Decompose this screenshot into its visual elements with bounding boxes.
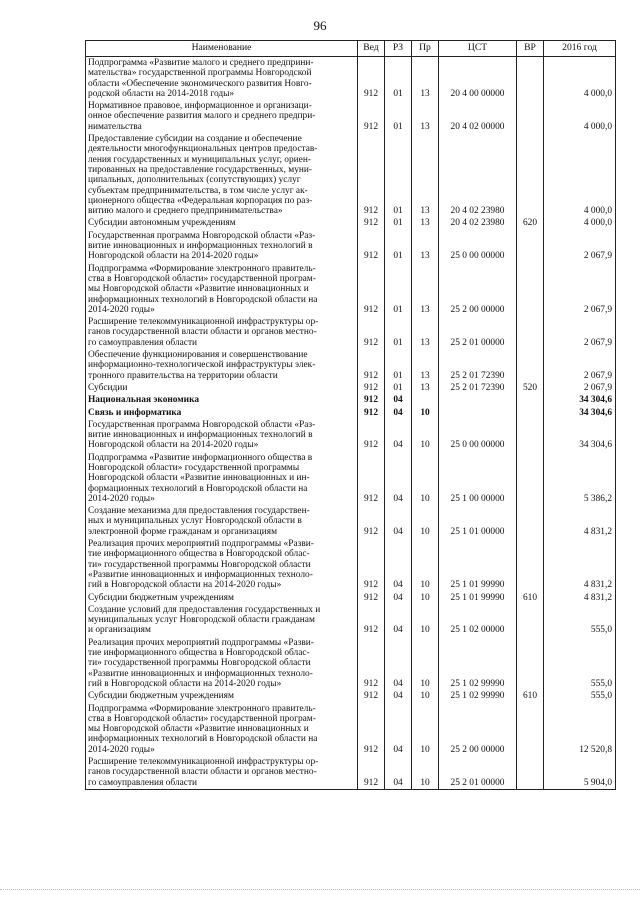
- cell-name-line: Обеспечение функционирования и совершенствование: [88, 350, 308, 361]
- cell-vr: [517, 407, 544, 419]
- cell-name-line: Создание условий для предоставления государственных и: [88, 604, 321, 615]
- cell-rz: 04: [385, 703, 412, 756]
- cell-cst: 25 2 00 00000: [439, 703, 517, 756]
- cell-sum: 4 831,2: [544, 592, 616, 604]
- cell-pr: 10: [412, 604, 439, 637]
- cell-name-line: информационно-технологической инфраструктуры элек-: [88, 360, 316, 371]
- cell-name-line: Нормативное правовое, информационное и организаци-: [88, 101, 312, 112]
- cell-name: [86, 690, 358, 702]
- table-row: [86, 133, 616, 217]
- cell-sum: 4 831,2: [544, 538, 616, 591]
- cell-name-line: формационных технологий в Новгородской области на: [88, 483, 308, 494]
- table-row: [86, 690, 616, 702]
- cell-name-line: электронной форме гражданам и организациям: [88, 526, 278, 537]
- cell-cst: [439, 407, 517, 419]
- col-header-rz: РЗ: [385, 41, 412, 57]
- cell-vr: [517, 133, 544, 217]
- cell-vr: [517, 756, 544, 789]
- cell-pr: 13: [412, 382, 439, 394]
- table-row: [86, 100, 616, 133]
- cell-vr: [517, 100, 544, 133]
- cell-vr: [517, 637, 544, 690]
- cell-name: [86, 756, 358, 789]
- cell-pr: 13: [412, 100, 439, 133]
- table-row: [86, 452, 616, 505]
- cell-rz: 04: [385, 538, 412, 591]
- cell-sum: 4 000,0: [544, 57, 616, 101]
- cell-name-line: Создание механизма для предоставления государствен-: [88, 506, 310, 517]
- cell-rz: 04: [385, 592, 412, 604]
- cell-ved: 912: [358, 382, 385, 394]
- cell-name-line: муниципальных услуг Новгородской области гражданам: [88, 615, 315, 626]
- cell-sum: 555,0: [544, 690, 616, 702]
- table-row: [86, 505, 616, 538]
- cell-cst: 25 1 01 99990: [439, 592, 517, 604]
- cell-vr: [517, 394, 544, 406]
- cell-pr: 13: [412, 263, 439, 316]
- cell-pr: 13: [412, 57, 439, 101]
- cell-rz: 04: [385, 756, 412, 789]
- cell-sum: 34 304,6: [544, 419, 616, 452]
- cell-name-line: го самоуправления области: [88, 777, 198, 788]
- cell-vr: 610: [517, 690, 544, 702]
- cell-name: [86, 703, 358, 756]
- cell-name-line: мы Новгородской области «Развитие инновационных и: [88, 724, 309, 735]
- table-row: [86, 394, 616, 406]
- col-header-cst: ЦСТ: [439, 41, 517, 57]
- cell-name-line: ных и муниципальных услуг Новгородской области в: [88, 516, 302, 527]
- cell-name: [86, 604, 358, 637]
- cell-pr: 10: [412, 703, 439, 756]
- cell-name-line: Новгородской области «Развитие инновационных и ин-: [88, 473, 310, 484]
- cell-name-line: Расширение телекоммуникационной инфраструктуры ор-: [88, 757, 319, 767]
- cell-name-line: Субсидии бюджетным учреждениям: [88, 592, 234, 603]
- cell-name-line: Подпрограмма «Развитие информационного общества в: [88, 452, 313, 463]
- table-body: [86, 57, 616, 790]
- cell-vr: [517, 505, 544, 538]
- cell-cst: 25 2 01 00000: [439, 316, 517, 349]
- cell-name-line: Реализация прочих мероприятий подпрограммы «Разви-: [88, 539, 314, 550]
- table-row: [86, 756, 616, 789]
- cell-name-line: гий в Новгородской области на 2014-2020 годы»: [88, 580, 282, 591]
- budget-table: [85, 40, 616, 790]
- cell-name-line: субъектам предпринимательства, в том числе услуг ак-: [88, 185, 308, 196]
- cell-name-line: Национальная экономика: [88, 395, 200, 406]
- cell-name-line: витие инновационных и информационных технологий в: [88, 241, 313, 252]
- cell-name-line: Государственная программа Новгородской области «Раз-: [88, 419, 316, 430]
- cell-name-line: области «Обеспечение экономического развития Новго-: [88, 78, 312, 89]
- cell-rz: 04: [385, 452, 412, 505]
- cell-name: [86, 217, 358, 229]
- col-header-ved: Вед: [358, 41, 385, 57]
- table-row: [86, 382, 616, 394]
- cell-cst: 25 0 00 00000: [439, 419, 517, 452]
- cell-name-line: го самоуправления области: [88, 337, 198, 348]
- cell-ved: 912: [358, 263, 385, 316]
- cell-name-line: «Развитие инновационных и информационных техноло-: [88, 569, 313, 580]
- cell-cst: 25 1 01 00000: [439, 505, 517, 538]
- col-header-sum: 2016 год: [544, 41, 616, 57]
- cell-rz: 01: [385, 349, 412, 382]
- cell-rz: 04: [385, 505, 412, 538]
- cell-ved: 912: [358, 100, 385, 133]
- cell-vr: [517, 263, 544, 316]
- cell-ved: 912: [358, 230, 385, 263]
- cell-ved: 912: [358, 538, 385, 591]
- cell-cst: 25 1 01 99990: [439, 538, 517, 591]
- cell-name: [86, 592, 358, 604]
- cell-name-line: гий в Новгородской области на 2014-2020 годы»: [88, 678, 282, 689]
- cell-sum: 5 904,0: [544, 756, 616, 789]
- cell-name-line: Подпрограмма «Развитие малого и среднего предприни-: [88, 58, 314, 68]
- cell-name: [86, 100, 358, 133]
- cell-name-line: Государственная программа Новгородской области «Раз-: [88, 230, 316, 241]
- cell-pr: 13: [412, 133, 439, 217]
- cell-rz: 04: [385, 407, 412, 419]
- cell-vr: [517, 452, 544, 505]
- cell-ved: 912: [358, 407, 385, 419]
- cell-cst: 25 1 00 00000: [439, 452, 517, 505]
- cell-sum: 4 831,2: [544, 505, 616, 538]
- cell-name-line: ганов государственной власти области и органов местно-: [88, 767, 317, 778]
- table-row: [86, 217, 616, 229]
- cell-rz: 04: [385, 637, 412, 690]
- table-row: [86, 349, 616, 382]
- cell-vr: [517, 230, 544, 263]
- cell-name-line: ганов государственной власти области и органов местно-: [88, 327, 317, 338]
- cell-name: [86, 394, 358, 406]
- cell-rz: 04: [385, 690, 412, 702]
- cell-cst: 25 1 02 00000: [439, 604, 517, 637]
- cell-name: [86, 57, 358, 101]
- cell-vr: 520: [517, 382, 544, 394]
- cell-name-line: 2014-2020 годы»: [88, 493, 155, 504]
- cell-ved: 912: [358, 592, 385, 604]
- cell-rz: 04: [385, 604, 412, 637]
- cell-name-line: тие информационного общества в Новгородской облас-: [88, 549, 310, 560]
- cell-name-line: ти» государственной программы Новгородской области: [88, 559, 311, 570]
- cell-cst: 25 1 02 99990: [439, 690, 517, 702]
- cell-name-line: деятельности многофункциональных центров предостав-: [88, 144, 318, 155]
- cell-name-line: информационных технологий в Новгородской области на: [88, 294, 318, 305]
- cell-rz: 01: [385, 316, 412, 349]
- table-row: [86, 592, 616, 604]
- cell-cst: 20 4 02 23980: [439, 217, 517, 229]
- cell-sum: 555,0: [544, 604, 616, 637]
- table-row: [86, 407, 616, 419]
- cell-vr: 620: [517, 217, 544, 229]
- cell-name: [86, 407, 358, 419]
- cell-name-line: ципальных, дополнительных (сопутствующих) услуг: [88, 175, 301, 186]
- cell-name-line: Связь и информатика: [88, 407, 182, 418]
- cell-pr: 10: [412, 690, 439, 702]
- cell-vr: [517, 349, 544, 382]
- cell-sum: 5 386,2: [544, 452, 616, 505]
- cell-name: [86, 263, 358, 316]
- cell-vr: 610: [517, 592, 544, 604]
- cell-ved: 912: [358, 217, 385, 229]
- cell-pr: 10: [412, 592, 439, 604]
- cell-sum: 4 000,0: [544, 217, 616, 229]
- cell-name-line: Расширение телекоммуникационной инфраструктуры ор-: [88, 317, 319, 328]
- cell-ved: 912: [358, 394, 385, 406]
- cell-name-line: Субсидии автономным учреждениям: [88, 218, 236, 229]
- table-row: [86, 703, 616, 756]
- cell-sum: 2 067,9: [544, 316, 616, 349]
- cell-name: [86, 230, 358, 263]
- cell-ved: 912: [358, 703, 385, 756]
- cell-name: [86, 133, 358, 217]
- cell-name-line: тронного правительства на территории области: [88, 370, 278, 381]
- cell-pr: 10: [412, 452, 439, 505]
- cell-cst: 25 2 01 00000: [439, 756, 517, 789]
- cell-pr: 13: [412, 217, 439, 229]
- cell-name: [86, 419, 358, 452]
- cell-name-line: ти» государственной программы Новгородской области: [88, 658, 311, 669]
- scan-artifact-line: [0, 889, 640, 891]
- cell-cst: 25 2 00 00000: [439, 263, 517, 316]
- cell-name-line: тированных на предоставление государственных, муни-: [88, 164, 313, 175]
- cell-name: [86, 538, 358, 591]
- cell-sum: 2 067,9: [544, 349, 616, 382]
- cell-rz: 01: [385, 57, 412, 101]
- cell-ved: 912: [358, 505, 385, 538]
- cell-name-line: Субсидии бюджетным учреждениям: [88, 691, 234, 702]
- cell-ved: 912: [358, 133, 385, 217]
- cell-name: [86, 637, 358, 690]
- cell-name-line: Подпрограмма «Формирование электронного правитель-: [88, 703, 316, 714]
- cell-vr: [517, 538, 544, 591]
- cell-pr: 10: [412, 419, 439, 452]
- cell-sum: 2 067,9: [544, 382, 616, 394]
- cell-name: [86, 349, 358, 382]
- cell-pr: 10: [412, 756, 439, 789]
- cell-sum: 34 304,6: [544, 407, 616, 419]
- cell-sum: 4 000,0: [544, 133, 616, 217]
- table-row: [86, 230, 616, 263]
- cell-rz: 01: [385, 100, 412, 133]
- cell-cst: 25 1 02 99990: [439, 637, 517, 690]
- cell-name-line: онное обеспечение развития малого и среднего предпри-: [88, 111, 316, 122]
- cell-cst: 25 2 01 72390: [439, 382, 517, 394]
- cell-rz: 01: [385, 382, 412, 394]
- cell-name: [86, 316, 358, 349]
- cell-cst: 20 4 02 23980: [439, 133, 517, 217]
- cell-ved: 912: [358, 637, 385, 690]
- cell-name-line: ства в Новгородской области» государственной програм-: [88, 713, 316, 724]
- cell-name-line: Субсидии: [88, 382, 128, 393]
- cell-ved: 912: [358, 419, 385, 452]
- table-header-row: [86, 41, 616, 57]
- cell-name-line: мы Новгородской области «Развитие инновационных и: [88, 284, 309, 295]
- cell-pr: 10: [412, 505, 439, 538]
- cell-name-line: ционерного общества «Федеральная корпорация по раз-: [88, 195, 313, 206]
- cell-vr: [517, 703, 544, 756]
- cell-name: [86, 452, 358, 505]
- cell-ved: 912: [358, 604, 385, 637]
- cell-name-line: витию малого и среднего предпринимательства»: [88, 206, 283, 217]
- cell-name-line: витие инновационных и информационных технологий в: [88, 430, 313, 441]
- cell-vr: [517, 419, 544, 452]
- cell-pr: 10: [412, 407, 439, 419]
- table-row: [86, 419, 616, 452]
- cell-cst: 20 4 00 00000: [439, 57, 517, 101]
- table-row: [86, 57, 616, 101]
- cell-sum: 12 520,8: [544, 703, 616, 756]
- cell-rz: 01: [385, 263, 412, 316]
- col-header-pr: Пр: [412, 41, 439, 57]
- cell-pr: 13: [412, 316, 439, 349]
- cell-ved: 912: [358, 756, 385, 789]
- page-number: 96: [313, 18, 327, 33]
- cell-ved: 912: [358, 452, 385, 505]
- cell-name-line: нимательства: [88, 121, 142, 132]
- cell-vr: [517, 316, 544, 349]
- cell-pr: [412, 394, 439, 406]
- table-row: [86, 604, 616, 637]
- cell-pr: 10: [412, 637, 439, 690]
- cell-pr: 13: [412, 230, 439, 263]
- cell-ved: 912: [358, 57, 385, 101]
- cell-sum: 2 067,9: [544, 230, 616, 263]
- cell-name-line: Новгородской области» государственной программы: [88, 462, 300, 473]
- cell-rz: 04: [385, 419, 412, 452]
- table-row: [86, 263, 616, 316]
- cell-vr: [517, 57, 544, 101]
- cell-ved: 912: [358, 349, 385, 382]
- cell-name-line: родской области на 2014-2018 годы»: [88, 88, 235, 99]
- table-row: [86, 637, 616, 690]
- table-row: [86, 316, 616, 349]
- cell-rz: 01: [385, 133, 412, 217]
- table-row: [86, 538, 616, 591]
- cell-sum: 2 067,9: [544, 263, 616, 316]
- cell-name-line: информационных технологий в Новгородской области на: [88, 734, 318, 745]
- cell-name-line: Реализация прочих мероприятий подпрограммы «Разви-: [88, 637, 314, 648]
- cell-name: [86, 382, 358, 394]
- cell-name-line: ства в Новгородской области» государственной програм-: [88, 273, 316, 284]
- cell-sum: 34 304,6: [544, 394, 616, 406]
- cell-pr: 10: [412, 538, 439, 591]
- cell-name-line: 2014-2020 годы»: [88, 744, 155, 755]
- col-header-vr: ВР: [517, 41, 544, 57]
- cell-name-line: «Развитие инновационных и информационных техноло-: [88, 668, 313, 679]
- cell-name-line: Новгородской области на 2014-2020 годы»: [88, 251, 259, 262]
- cell-cst: 25 2 01 72390: [439, 349, 517, 382]
- cell-cst: 20 4 02 00000: [439, 100, 517, 133]
- cell-rz: 01: [385, 230, 412, 263]
- cell-name-line: ления государственных и муниципальных услуг, ориен-: [88, 154, 311, 165]
- cell-rz: 01: [385, 217, 412, 229]
- cell-name: [86, 505, 358, 538]
- cell-name-line: Новгородской области на 2014-2020 годы»: [88, 440, 259, 451]
- cell-cst: [439, 394, 517, 406]
- cell-rz: 04: [385, 394, 412, 406]
- cell-ved: 912: [358, 690, 385, 702]
- cell-ved: 912: [358, 316, 385, 349]
- cell-vr: [517, 604, 544, 637]
- cell-name-line: и организациям: [88, 625, 151, 636]
- cell-sum: 4 000,0: [544, 100, 616, 133]
- cell-sum: 555,0: [544, 637, 616, 690]
- cell-pr: 13: [412, 349, 439, 382]
- cell-name-line: тие информационного общества в Новгородской облас-: [88, 648, 310, 659]
- cell-name-line: Предоставление субсидии на создание и обеспечение: [88, 134, 302, 145]
- cell-cst: 25 0 00 00000: [439, 230, 517, 263]
- cell-name-line: Подпрограмма «Формирование электронного правитель-: [88, 263, 316, 274]
- cell-name-line: 2014-2020 годы»: [88, 304, 155, 315]
- cell-name-line: мательства» государственной программы Новгородской: [88, 68, 312, 79]
- col-header-name: Наименование: [86, 41, 358, 57]
